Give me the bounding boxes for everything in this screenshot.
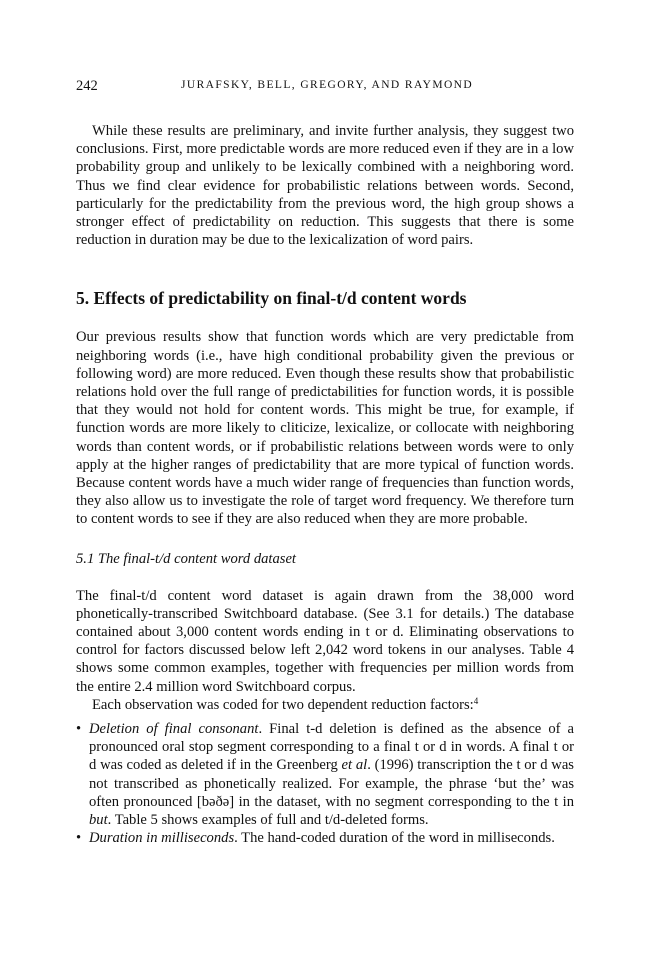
paragraph-coding: [76, 696, 574, 714]
deletion-text-2: . (1996) transcription the t or d was not transcribed as phonetically realized. For example, the phrase ‘but the’ was often pronounced [bəðə] in the dataset, with no segment corresponding to the t in: [89, 757, 574, 810]
term-deletion: Deletion of final consonant: [89, 721, 259, 738]
paragraph-dataset: The final-t/d content word dataset is again drawn from the 38,000 word phonetically-transcribed Switchboard database. (See 3.1 for details.) The database contained about 3,000 content words ending in t or d. Eliminating observations to control for factors discussed below left 2,042 word tokens in our analyses. Table 4 shows some common examples, together with frequencies per million words from the entire 2.4 million word Switchboard corpus.: [76, 587, 574, 695]
paragraph-section-5: Our previous results show that function words which are very predictable from neighboring words (i.e., have high conditional probability given the previous or following word) are more reduced. Even though these results show that probabilistic relations hold over the full range of predictabilities for function words, it is possible that they would not hold for content words. This might be true, for example, if function words are more likely to cliticize, lexicalize, or collocate with neighboring words than content words, or if probabilistic relations between words were to only apply at the higher ranges of predictability that are more typical of function words. Because content words have a much wider range of frequencies than function words, they also allow us to investigate the role of target word frequency. We therefore turn to content words to see if they are also reduced when they are more probable.: [76, 329, 574, 528]
duration-text: . The hand-coded duration of the word in milliseconds.: [234, 830, 555, 847]
deletion-text-3: . Table 5 shows examples of full and t/d-deleted forms.: [107, 812, 429, 829]
list-item-duration: [76, 829, 574, 847]
bullet-marker: •: [76, 721, 82, 738]
footnote-marker: 4: [473, 695, 479, 706]
paragraph-conclusions: While these results are preliminary, and invite further analysis, they suggest two conclusions. First, more predictable words are more reduced even if they are in a low probability group and unlikely to be lexically combined with a neighboring word. Thus we find clear evidence for probabilistic relations between words. Second, particularly for the predictability from the previous word, the high group shows a stronger effect of predictability on reduction. This suggests that there is some reduction in duration may be due to the lexicalization of word pairs.: [76, 123, 574, 249]
page-number: 242: [76, 78, 98, 94]
section-5-heading: 5. Effects of predictability on final-t/d content words: [76, 288, 467, 309]
running-title: JURAFSKY, BELL, GREGORY, AND RAYMOND: [181, 79, 474, 91]
bullet-marker: •: [76, 830, 82, 847]
example-word-but: but: [89, 812, 108, 829]
running-header: [76, 78, 574, 98]
term-duration: Duration in milliseconds: [89, 830, 235, 847]
page: [76, 78, 574, 848]
citation-et-al: et al: [341, 757, 368, 774]
subsection-5-1-heading: 5.1 The final-t/d content word dataset: [76, 550, 296, 567]
reduction-factor-list: [76, 720, 574, 847]
deletion-text-1: . Final t-d deletion is defined as the absence of a pronounced oral stop segment corresponding to a final t or d in words. A final t or d was coded as deleted if in the Greenberg: [89, 721, 574, 774]
list-item-deletion: [76, 720, 574, 829]
paragraph-coding-text: Each observation was coded for two dependent reduction factors:: [92, 696, 474, 713]
